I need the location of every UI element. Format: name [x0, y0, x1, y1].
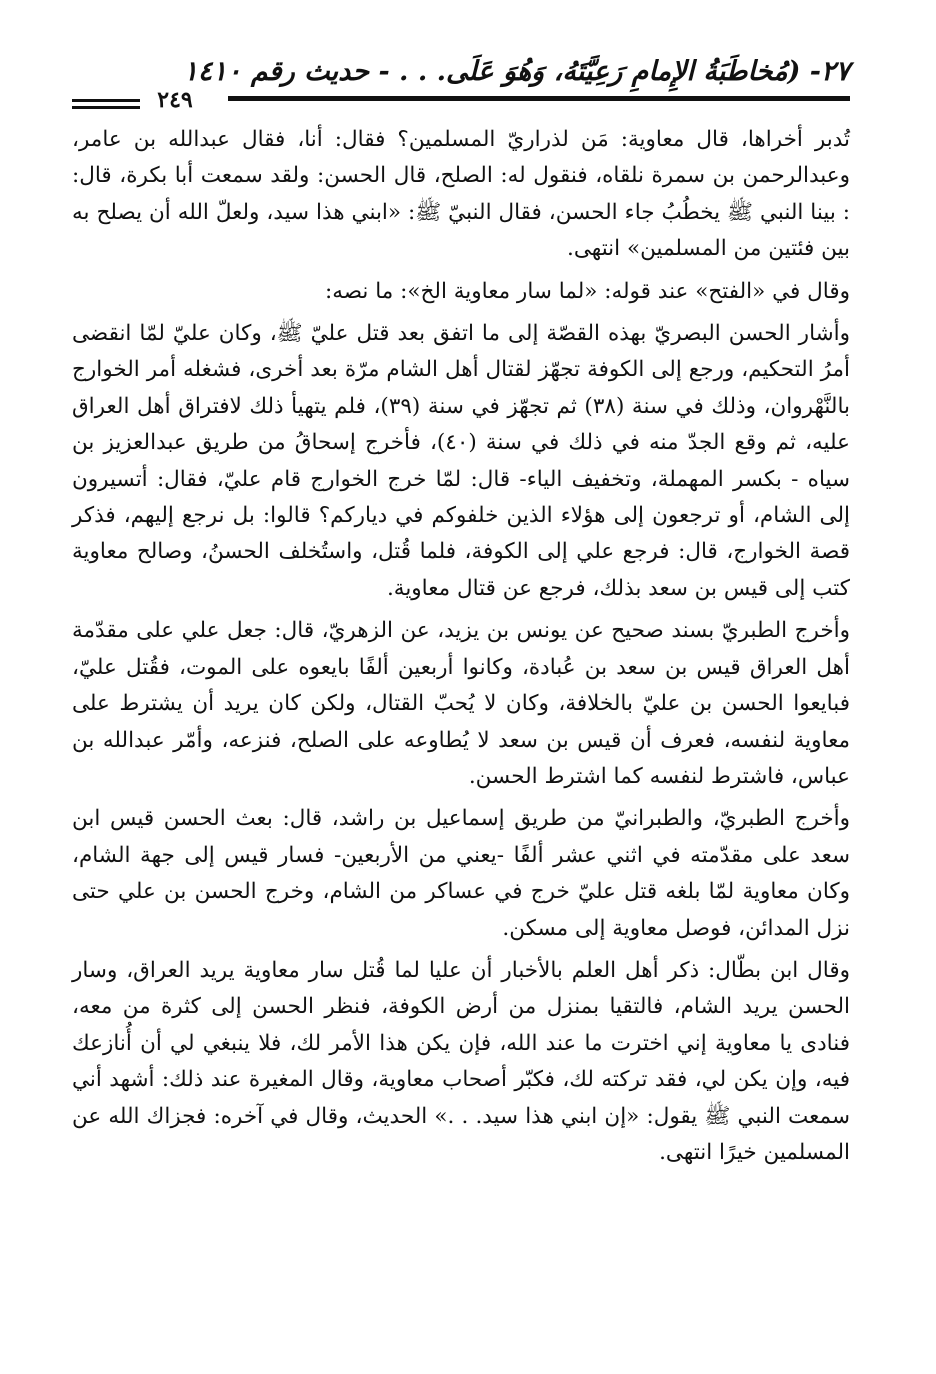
header-rule: [228, 96, 850, 101]
page-number: ٢٤٩: [157, 87, 193, 113]
paragraph: تُدبر أخراها، قال معاوية: مَن لذراريّ المسلمين؟ فقال: أنا، فقال عبدالله بن عامر، وعبدالرحمن بن سمرة نلقاه، فنقول له: الصلح، قال الحسن: ولقد سمعت أبا بكرة، قال: : بينا النبي ﷺ يخطُبُ جاء الحسن، فقال النبيّ ﷺ: «ابني هذا سيد، ولعلّ الله أن يصلح به بين فئتين من المسلمين» انتهى.: [72, 127, 850, 262]
paragraph: وأخرج الطبريّ، والطبرانيّ من طريق إسماعيل بن راشد، قال: بعث الحسن قيس ابن سعد على مقدّمته في اثني عشر ألفًا -يعني من الأربعين- فسار قيس إلى جهة الشام، وكان معاوية لمّا بلغه قتل عليّ خرج في عساكر من الشام، وخرج الحسن بن علي حتى نزل المدائن، فوصل معاوية إلى مسكن.: [72, 806, 850, 941]
page-number-rule-lower: [72, 106, 140, 109]
body-text: [72, 122, 850, 1177]
paragraph: وأخرج الطبريّ بسند صحيح عن يونس بن يزيد، عن الزهريّ، قال: جعل علي على مقدّمة أهل العراق قيس بن سعد بن عُبادة، وكانوا أربعين ألفًا بايعوه على الموت، فقُتل عليّ، فبايعوا الحسن بن عليّ بالخلافة، وكان لا يُحبّ القتال، ولكن كان يريد أن يشترط على معاوية لنفسه، فعرف أن قيس بن سعد لا يُطاوعه على الصلح، فنزعه، وأمّر عبدالله بن عباس، فاشترط لنفسه كما اشترط الحسن.: [72, 618, 850, 789]
paragraph: وقال ابن بطّال: ذكر أهل العلم بالأخبار أن عليا لما قُتل سار معاوية يريد العراق، وسار الحسن يريد الشام، فالتقيا بمنزل من أرض الكوفة، فنظر الحسن إلى كثرة من معه، فنادى يا معاوية إني اخترت ما عند الله، فإن يكن هذا الأمر لك، فلا ينبغي لي أن أُنازعك فيه، وإن يكن لي، فقد تركته لك، فكبّر أصحاب معاوية، وقال المغيرة عند ذلك: أشهد أني سمعت النبي ﷺ يقول: «إن ابني هذا سيد. . .» الحديث، وقال في آخره: فجزاك الله عن المسلمين خيرًا انتهى.: [72, 957, 850, 1165]
paragraph: وأشار الحسن البصريّ بهذه القصّة إلى ما اتفق بعد قتل عليّ ﷺ، وكان عليّ لمّا انقضى أمرُ التحكيم، ورجع إلى الكوفة تجهّز لقتال أهل الشام مرّة بعد أخرى، فشغله أمر الخوارج بالنَّهْروان، وذلك في سنة (٣٨) ثم تجهّز في سنة (٣٩)، فلم يتهيأ ذلك لافتراق أهل العراق عليه، ثم وقع الجدّ منه في ذلك في سنة (٤٠)، فأخرج إسحاقُ من طريق عبدالعزيز بن سياه - بكسر المهملة، وتخفيف الياء- قال: لمّا خرج الخوارج قام عليّ، فقال: أتسيرون إلى الشام، أو ترجعون إلى هؤلاء الذين خلفوكم في دياركم؟ قالوا: بل نرجع إليهم، فذكر قصة الخوارج، قال: فرجع علي إلى الكوفة، فلما قُتل، واستُخلف الحسنُ، وصالح معاوية كتب إلى قيس بن سعد بذلك، فرجع عن قتال معاوية.: [72, 321, 850, 601]
page-number-rule-upper: [72, 99, 140, 102]
paragraph: وقال في «الفتح» عند قوله: «لما سار معاوية الخ»: ما نصه:: [325, 278, 850, 304]
running-header-title: ٢٧- (مُخاطَبَةُ الإِمامِ رَعِيَّتَهُ، وَهُوَ عَلَى. . . - حديث رقم ١٤١٠: [183, 56, 850, 87]
